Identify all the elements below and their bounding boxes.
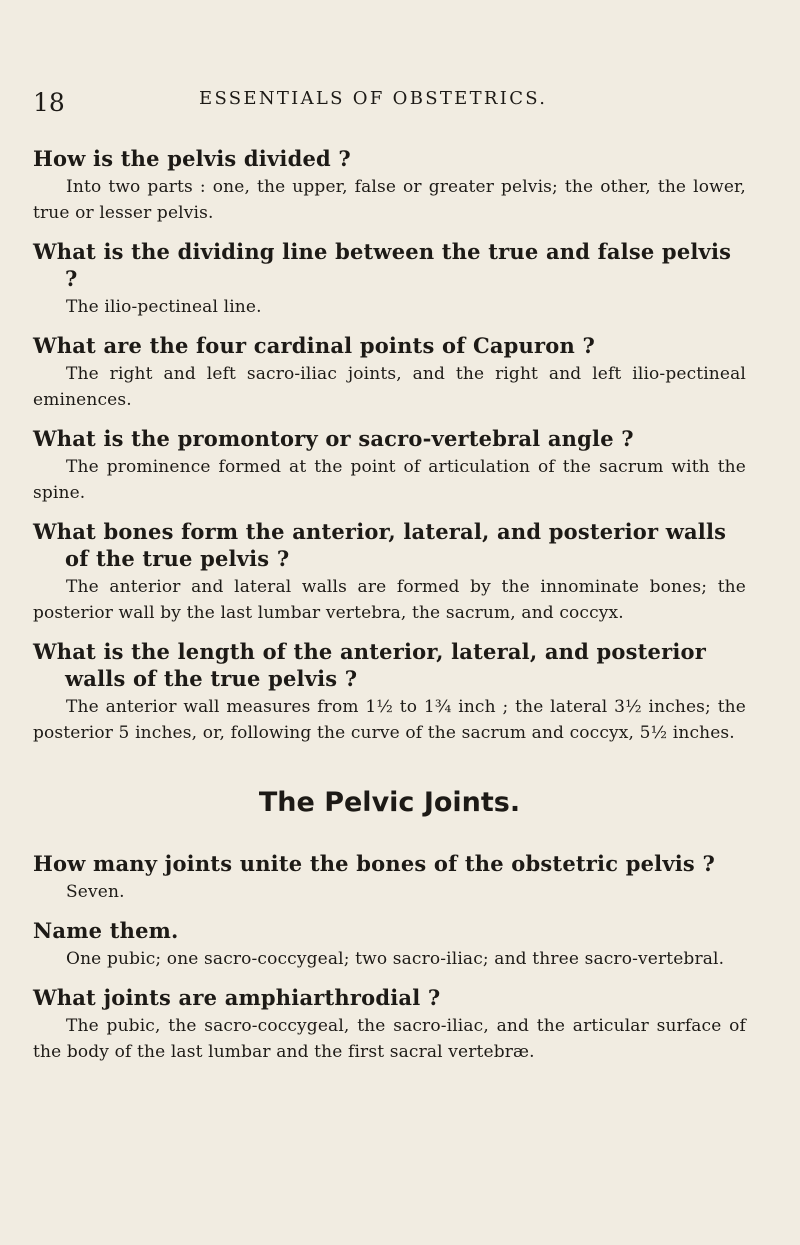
answer: Into two parts : one, the upper, false or greater pelvis; the other, the lower, true or lesser pelvis. [33,177,746,223]
qa-item [33,850,746,905]
question: How many joints unite the bones of the obstetric pelvis ? [33,851,715,876]
page-number: 18 [33,88,65,117]
question: What bones form the anterior, lateral, and posterior walls of the true pelvis ? [33,519,727,571]
answer: The anterior wall measures from 1½ to 1¾ inch ; the lateral 3½ inches; the posterior 5 inches, or, following the curve of the sacrum and coccyx, 5½ inches. [33,697,746,743]
question: What joints are amphiarthrodial ? [33,985,441,1010]
qa-item [33,518,746,626]
question: What are the four cardinal points of Capuron ? [33,333,595,358]
answer: The ilio-pectineal line. [66,297,262,317]
answer: The right and left sacro-iliac joints, and the right and left ilio-pectineal eminences. [33,364,746,410]
running-title: ESSENTIALS OF OBSTETRICS. [199,88,548,109]
qa-item [33,638,746,746]
question: How is the pelvis divided ? [33,146,351,171]
qa-item [33,984,746,1065]
question: Name them. [33,918,179,943]
page-content [33,145,746,1077]
question: What is the dividing line between the true and false pelvis ? [33,239,732,291]
answer: The anterior and lateral walls are formed by the innominate bones; the posterior wall by the last lumbar vertebra, the sacrum, and coccyx. [33,577,746,623]
qa-item [33,332,746,413]
answer: Seven. [66,882,125,902]
qa-item [33,425,746,506]
question: What is the promontory or sacro-vertebral angle ? [33,426,634,451]
qa-item [33,917,746,972]
answer: The pubic, the sacro-coccygeal, the sacro-iliac, and the articular surface of the body of the last lumbar and the first sacral vertebræ. [33,1016,746,1062]
answer: One pubic; one sacro-coccygeal; two sacro-iliac; and three sacro-vertebral. [66,949,725,969]
section-title: The Pelvic Joints. [258,787,521,818]
qa-item [33,238,746,320]
qa-item [33,145,746,226]
answer: The prominence formed at the point of articulation of the sacrum with the spine. [33,457,746,503]
page-header [33,86,746,120]
question: What is the length of the anterior, lateral, and posterior walls of the true pelvis ? [33,639,706,691]
